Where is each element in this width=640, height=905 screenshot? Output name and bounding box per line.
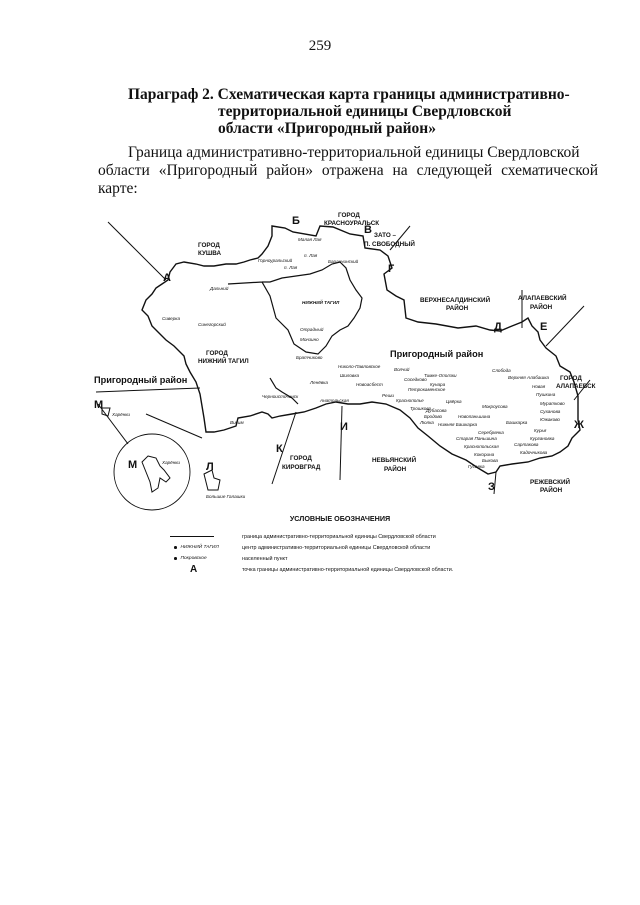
neighbor-krasnouralsk-1: ГОРОД <box>338 212 360 219</box>
settlement: Монзино <box>300 337 319 342</box>
settlement: Шиловка <box>340 373 360 378</box>
settlement: Кокорина <box>474 452 495 457</box>
neighbor-kushva-1: ГОРОД <box>198 242 220 249</box>
settlement: Бродово <box>424 414 443 419</box>
settlement: Петрокаменское <box>408 387 446 392</box>
point-b: Б <box>292 215 300 227</box>
heading-line-2: территориальной единицы Свердловской <box>218 103 512 120</box>
settlement: Муратково <box>540 401 565 406</box>
neighbor-verkhnesaldinsky-2: РАЙОН <box>446 305 469 312</box>
legend-center-symbol <box>160 545 242 550</box>
settlement: Суханова <box>540 409 561 414</box>
point-a: А <box>163 272 171 284</box>
neighbor-krasnouralsk-2: КРАСНОУРАЛЬСК <box>324 220 380 227</box>
settlement: Николо-Павловское <box>338 364 381 369</box>
neighbor-nizhny-tagil-1: ГОРОД <box>206 350 228 357</box>
legend-text: граница административно-территориальной единицы Свердловской области <box>242 533 436 540</box>
settlement: Черноисточинск <box>262 394 299 399</box>
settlement: Гусевка <box>468 464 485 469</box>
neighbor-kirovgrad-2: КИРОВГРАД <box>282 464 321 471</box>
settlement: Краснопольская <box>464 444 499 449</box>
settlement: Дальний <box>210 286 229 291</box>
settlement: Синегорский <box>198 322 226 327</box>
settlement: Малая Лая <box>298 237 322 242</box>
settlement: Тимке-Оползки <box>424 373 457 378</box>
neighbor-rezhevskoy-1: РЕЖЕВСКИЙ <box>530 479 571 486</box>
neighbor-kirovgrad-1: ГОРОД <box>290 455 312 462</box>
neighbor-nevyansky-2: РАЙОН <box>384 466 407 473</box>
settlement: Ленёвка <box>310 380 328 385</box>
inset-circle <box>114 434 190 510</box>
settlement: Волчий <box>394 367 410 372</box>
settlement: Башкарка <box>506 420 528 425</box>
legend-symbol-text: А <box>190 564 198 575</box>
legend-row-point <box>160 564 560 575</box>
settlement: Большие Галашки <box>206 494 246 499</box>
settlement: Реши <box>382 393 394 398</box>
settlement: Новая <box>532 384 546 389</box>
neighbor-verkhnesaldinsky-1: ВЕРХНЕСАЛДИНСКИЙ <box>420 297 491 304</box>
legend-text: точка границы административно-территориальной единицы Свердловской области. <box>242 566 454 573</box>
map-legend <box>160 514 560 575</box>
point-l: Л <box>206 461 214 473</box>
legend-title: УСЛОВНЫЕ ОБОЗНАЧЕНИЯ <box>289 514 391 523</box>
legend-row-boundary <box>160 531 560 542</box>
neighbor-alapaevsky-2: РАЙОН <box>530 304 553 311</box>
neighbor-kushva-2: КУШВА <box>198 250 222 257</box>
settlement: Горноуральский <box>258 258 293 263</box>
settlement: Братчиково <box>296 355 323 360</box>
intro-line-2: области «Пригородный район» отражена на следующей схематической карте: <box>98 162 598 197</box>
point-zh: Ж <box>574 419 584 431</box>
small-exclave-l <box>204 470 220 490</box>
neighbor-nizhny-tagil-2: НИЖНИЙ ТАГИЛ <box>198 358 249 365</box>
page-number: 259 <box>308 38 332 54</box>
legend-line-symbol <box>160 536 242 537</box>
settlement: Харёнки <box>112 412 130 417</box>
legend-point-symbol <box>160 564 242 575</box>
settlement: Серебрянка <box>478 430 504 435</box>
settlement: Старая Паньшина <box>456 436 497 441</box>
settlement: Соседково <box>404 377 427 382</box>
neighbor-alapaevsky-1: АЛАПАЕВСКИЙ <box>518 295 567 302</box>
settlement: Кургановка <box>530 436 555 441</box>
heading-line-1: Параграф 2. Схематическая карта границы административно- <box>128 86 570 103</box>
settlement: Баранчинский <box>328 259 359 264</box>
settlement: Слобода <box>492 368 511 373</box>
settlement: Люлка <box>420 420 434 425</box>
legend-text: населенный пункт <box>242 555 288 562</box>
settlement: Курья <box>534 428 547 433</box>
legend-row-settlement <box>160 553 560 564</box>
settlement: Отрадный <box>300 327 324 332</box>
settlement: Быкова <box>482 458 498 463</box>
neighbor-alapaevsk-1: ГОРОД <box>560 375 582 382</box>
district-title: Пригородный район <box>390 349 484 359</box>
intro-line-1: Граница административно-территориальной единицы Свердловской <box>128 144 580 161</box>
legend-row-center <box>160 542 560 553</box>
settlement: Верхняя Алабашка <box>508 375 549 380</box>
settlement: Нижняя Башкарка <box>438 422 478 427</box>
inset-point-m: М <box>128 459 138 471</box>
settlement: Сиверка <box>162 316 181 321</box>
settlement: Пушкина <box>536 392 556 397</box>
settlement: Висим <box>230 420 244 425</box>
settlement: Новоасбест <box>356 382 383 387</box>
settlement: Дубасова <box>426 408 447 413</box>
point-d: Д <box>494 321 502 333</box>
settlement: Кунара <box>430 382 446 387</box>
point-v: В <box>364 224 372 236</box>
settlement: Южаково <box>540 417 560 422</box>
legend-symbol-text: Покровское <box>180 556 207 561</box>
settlement: п. Лая <box>304 253 318 258</box>
neighbor-alapaevsk-2: АЛАПАЕВСК <box>556 383 596 390</box>
settlement: п. Лая <box>284 265 298 270</box>
neighbor-zato-2: П. СВОБОДНЫЙ <box>364 241 415 248</box>
point-e: Е <box>540 321 548 333</box>
neighbor-zato-1: ЗАТО – <box>374 232 397 239</box>
neighbor-nevyansky-1: НЕВЬЯНСКИЙ <box>372 457 417 464</box>
settlement: Краснополье <box>396 398 424 403</box>
settlement: Новопаньшина <box>458 414 491 419</box>
settlement: Анатольская <box>320 398 349 403</box>
point-z: З <box>488 481 495 493</box>
inset-settlement: Харёнки <box>162 460 180 465</box>
legend-text: центр административно-территориальной единицы Свердловской области <box>242 544 431 551</box>
inset-title: Пригородный район <box>94 375 188 385</box>
point-g: Г <box>388 263 395 275</box>
point-k: К <box>276 443 283 455</box>
settlement: Трошково <box>410 406 432 411</box>
legend-symbol-text: НИЖНИЙ ТАГИЛ <box>180 545 219 550</box>
settlement: Сартакова <box>514 442 539 447</box>
point-m: М <box>94 399 104 411</box>
city-enclave-boundary <box>228 262 362 404</box>
settlement-labels <box>111 237 565 499</box>
center-nizhny-tagil: НИЖНИЙ ТАГИЛ <box>302 300 340 305</box>
settlement: Мокроусова <box>482 404 508 409</box>
settlement: Цвёрка <box>446 399 462 404</box>
legend-settlement-symbol <box>160 556 242 561</box>
settlement: Кадочникова <box>520 450 548 455</box>
point-i: И <box>340 421 348 433</box>
neighbor-rezhevskoy-2: РАЙОН <box>540 487 563 494</box>
heading-line-3: области «Пригородный район» <box>218 120 436 137</box>
